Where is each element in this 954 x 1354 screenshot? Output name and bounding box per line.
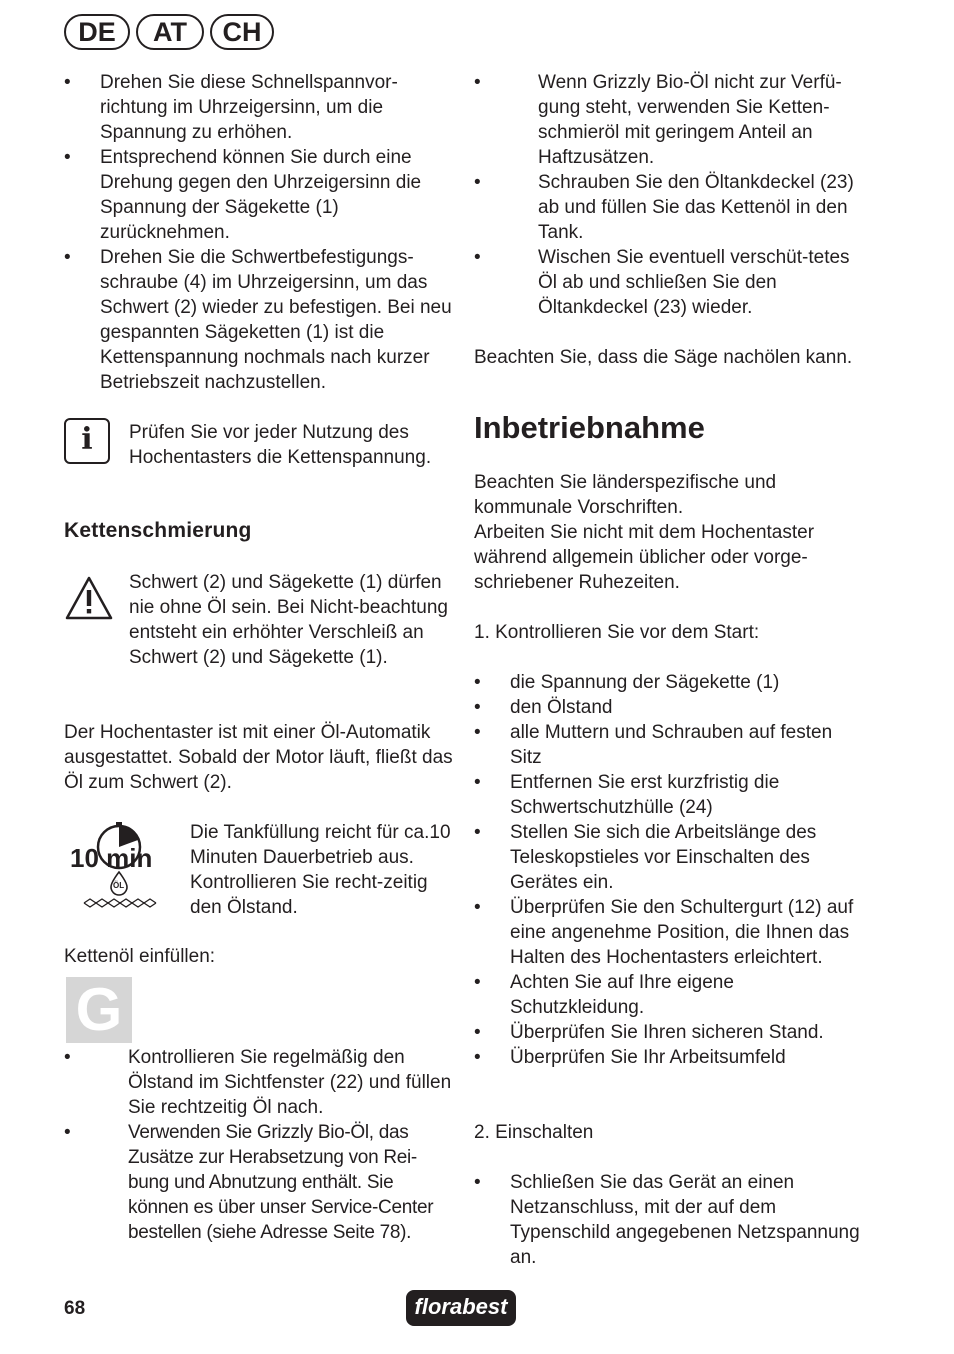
oil-automatic-paragraph: Der Hochentaster ist mit einer Öl-Automatik ausgestattet. Sobald der Motor läuft, fließt das Öl zum Schwert (2). xyxy=(64,722,453,793)
heading-kettenschmierung: Kettenschmierung xyxy=(64,519,252,542)
rest-times-paragraph: Arbeiten Sie nicht mit dem Hochentaster während allgemein üblicher oder vorge-schriebener Ruhezeiten. xyxy=(474,522,815,593)
figure-reference-g: G xyxy=(66,977,132,1043)
list-item: • Schließen Sie das Gerät an einen Netzanschluss, mit der auf dem Typenschild angegebenen Netzspannung an. xyxy=(474,1170,864,1270)
pre-start-checklist xyxy=(474,670,864,1070)
re-oil-note: Beachten Sie, dass die Säge nachölen kann. xyxy=(474,347,853,368)
list-item: • Überprüfen Sie Ihr Arbeitsumfeld xyxy=(474,1045,864,1070)
list-item: • Wenn Grizzly Bio-Öl nicht zur Verfü-gung steht, verwenden Sie Ketten-schmieröl mit geringem Anteil an Haftzusätzen. xyxy=(474,70,864,170)
warning-note: Schwert (2) und Sägekette (1) dürfen nie ohne Öl sein. Bei Nicht-beachtung entsteht ein erhöhter Verschleiß an Schwert (2) und Sägekette (1). xyxy=(129,572,448,668)
tension-steps-list xyxy=(64,70,454,395)
list-item: • Kontrollieren Sie regelmäßig den Ölstand im Sichtfenster (22) und füllen Sie rechtzeitig Öl nach. xyxy=(64,1045,454,1120)
chain-icon xyxy=(82,896,158,910)
fill-heading: Kettenöl einfüllen: xyxy=(64,946,216,967)
list-item: • Stellen Sie sich die Arbeitslänge des Teleskopstieles vor Einschalten des Gerätes ein. xyxy=(474,820,864,895)
list-item: • Drehen Sie diese Schnellspannvor-richtung im Uhrzeigersinn, um die Spannung zu erhöhen. xyxy=(64,70,454,145)
country-badge-de: DE xyxy=(64,14,130,50)
info-note: Prüfen Sie vor jeder Nutzung des Hochentasters die Kettenspannung. xyxy=(129,422,432,468)
step-2-heading: 2. Einschalten xyxy=(474,1122,594,1143)
switch-on-list xyxy=(474,1170,864,1270)
brand-logo: florabest xyxy=(406,1290,516,1326)
list-item: • den Ölstand xyxy=(474,695,864,720)
timer-label: 10 min xyxy=(70,843,153,873)
regulations-paragraph: Beachten Sie länderspezifische und kommunale Vorschriften. xyxy=(474,472,777,518)
list-item: • Entsprechend können Sie durch eine Drehung gegen den Uhrzeigersinn die Spannung der Sägekette (1) zurücknehmen. xyxy=(64,145,454,245)
tank-note: Die Tankfüllung reicht für ca.10 Minuten Dauerbetrieb aus. Kontrollieren Sie recht-zeitig den Ölstand. xyxy=(190,822,451,918)
list-item: • Drehen Sie die Schwertbefestigungs-schraube (4) im Uhrzeigersinn, um das Schwert (2) wieder zu befestigen. Bei neu gespannten Sägeketten (1) ist die Kettenspannung nochmals nach kurzer Betriebszeit nachzustellen. xyxy=(64,245,454,395)
oil-usage-list xyxy=(474,70,864,320)
oil-label: ÖL xyxy=(113,881,125,890)
list-item: • Überprüfen Sie Ihren sicheren Stand. xyxy=(474,1020,864,1045)
oil-timer-pictogram xyxy=(64,820,174,916)
list-item: • die Spannung der Sägekette (1) xyxy=(474,670,864,695)
step-1-heading: 1. Kontrollieren Sie vor dem Start: xyxy=(474,622,760,643)
country-badge-ch: CH xyxy=(210,14,274,50)
country-badge-at: AT xyxy=(136,14,204,50)
warning-icon xyxy=(64,575,114,621)
page-number: 68 xyxy=(64,1298,86,1319)
list-item: • Verwenden Sie Grizzly Bio-Öl, das Zusätze zur Herabsetzung von Rei-bung und Abnutzung enthält. Sie können es über unser Service-Center bestellen (siehe Adresse Seite 78). xyxy=(64,1120,454,1245)
list-item: • Entfernen Sie erst kurzfristig die Schwertschutzhülle (24) xyxy=(474,770,864,820)
info-icon: i xyxy=(64,418,110,464)
list-item: • Achten Sie auf Ihre eigene Schutzkleidung. xyxy=(474,970,864,1020)
list-item: • Wischen Sie eventuell verschüt-tetes Öl ab und schließen Sie den Öltankdeckel (23) wieder. xyxy=(474,245,864,320)
section-title-inbetriebnahme: Inbetriebnahme xyxy=(474,410,705,445)
list-item: • Überprüfen Sie den Schultergurt (12) auf eine angenehme Position, die Ihnen das Halten des Hochentasters erleichtert. xyxy=(474,895,864,970)
list-item: • alle Muttern und Schrauben auf festen Sitz xyxy=(474,720,864,770)
oil-fill-list xyxy=(64,1045,454,1245)
list-item: • Schrauben Sie den Öltankdeckel (23) ab und füllen Sie das Kettenöl in den Tank. xyxy=(474,170,864,245)
